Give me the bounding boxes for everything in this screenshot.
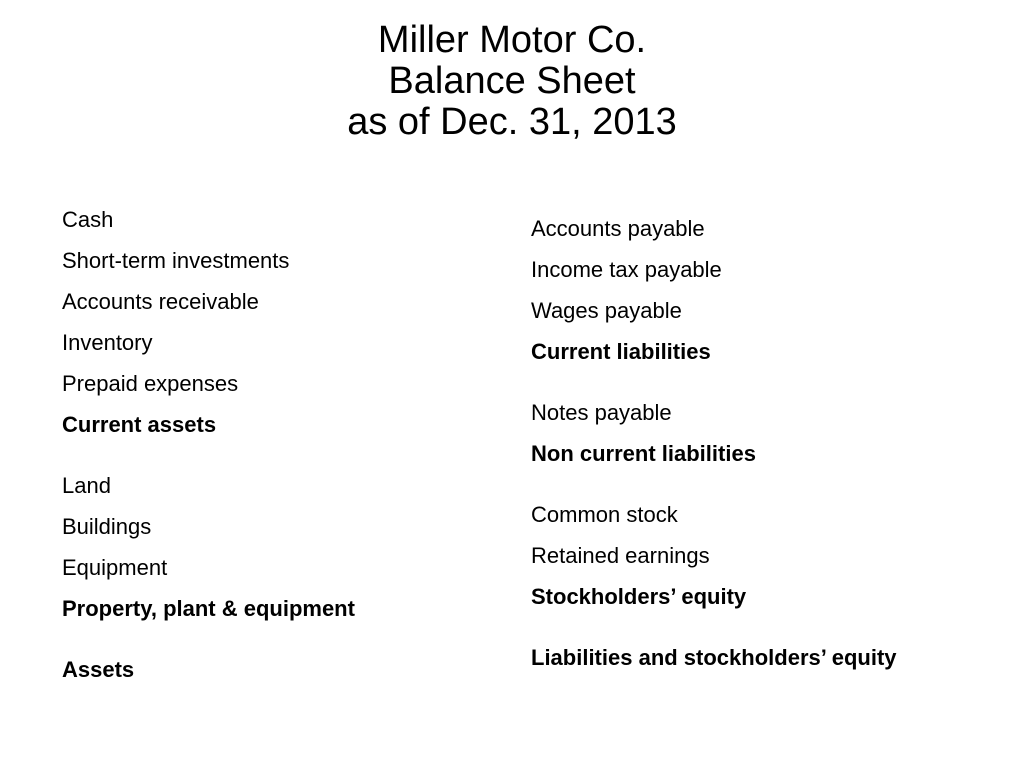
- asset-item-land: Land: [62, 473, 111, 498]
- ppe-total: Property, plant & equipment: [62, 596, 355, 621]
- liability-item-wages-payable: Wages payable: [531, 298, 682, 323]
- equity-item-common-stock: Common stock: [531, 502, 678, 527]
- noncurrent-liabilities-total: Non current liabilities: [531, 441, 756, 466]
- liabilities-equity-total: Liabilities and stockholders’ equity: [531, 645, 897, 670]
- current-assets-total: Current assets: [62, 412, 217, 437]
- stockholders-equity-total: Stockholders’ equity: [531, 584, 747, 609]
- statement-name: Balance Sheet: [388, 60, 636, 102]
- company-name: Miller Motor Co.: [377, 19, 647, 61]
- asset-item-cash: Cash: [62, 207, 114, 232]
- asset-item-inventory: Inventory: [62, 330, 153, 355]
- asset-item-equipment: Equipment: [62, 555, 168, 580]
- liabilities-equity-column: [531, 208, 1001, 678]
- liability-item-notes-payable: Notes payable: [531, 400, 672, 425]
- asset-item-buildings: Buildings: [62, 514, 152, 539]
- liability-item-income-tax-payable: Income tax payable: [531, 257, 722, 282]
- asset-item-accounts-receivable: Accounts receivable: [62, 289, 259, 314]
- equity-item-retained-earnings: Retained earnings: [531, 543, 710, 568]
- asset-item-prepaid-expenses: Prepaid expenses: [62, 371, 239, 396]
- current-liabilities-total: Current liabilities: [531, 339, 711, 364]
- assets-total: Assets: [62, 657, 135, 682]
- asset-item-short-term-investments: Short-term investments: [62, 248, 290, 273]
- statement-date: as of Dec. 31, 2013: [347, 101, 677, 143]
- assets-column: [62, 199, 492, 690]
- slide-title: [0, 20, 1024, 143]
- liability-item-accounts-payable: Accounts payable: [531, 216, 705, 241]
